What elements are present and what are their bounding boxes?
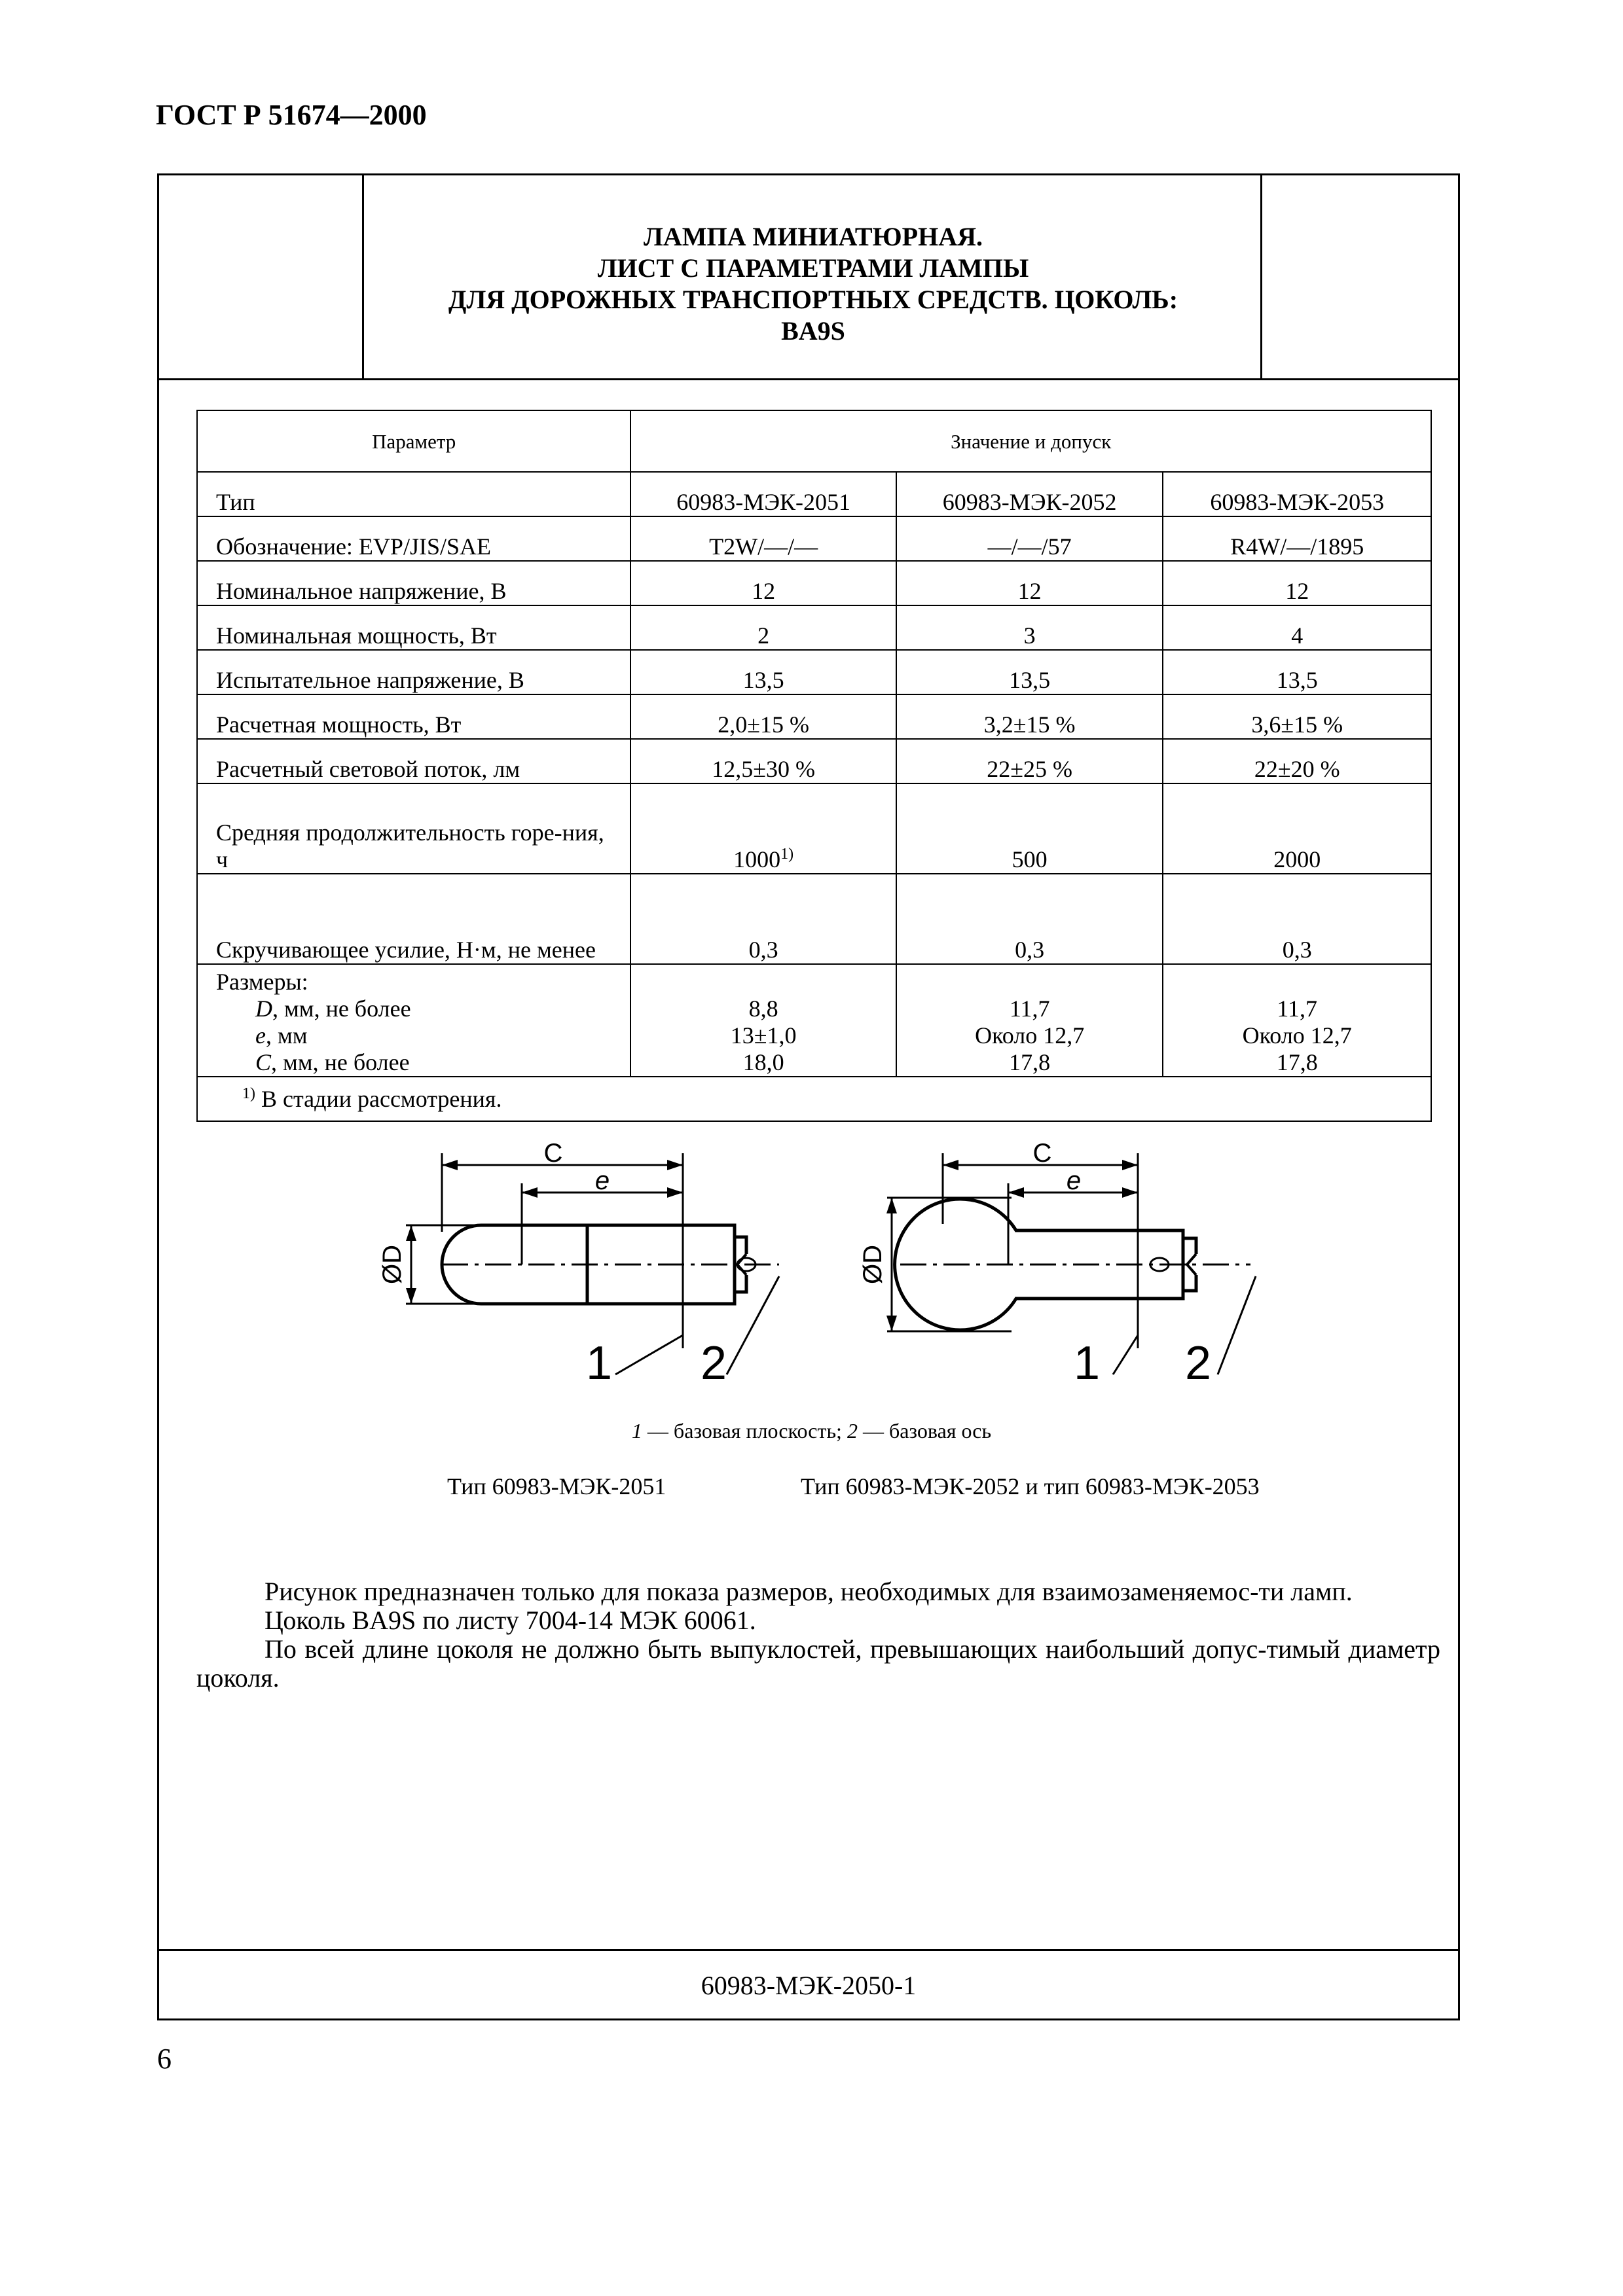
row-value: 60983-МЭК-2052: [896, 472, 1163, 516]
dim-d-label: ØD: [378, 1245, 407, 1284]
dim-e-label: e: [594, 1166, 610, 1195]
row-param: Расчетный световой поток, лм: [197, 739, 630, 783]
dim-d-symbol: D: [255, 996, 272, 1022]
dim-e-text: , мм: [265, 1022, 308, 1049]
row-value: 3,6±15 %: [1163, 694, 1431, 739]
standard-code: ГОСТ Р 51674—2000: [156, 99, 427, 131]
row-param: Расчетная мощность, Вт: [197, 694, 630, 739]
row-value: 2: [630, 605, 896, 650]
row-value: 2000: [1163, 783, 1431, 874]
dim-value: 17,8: [1276, 1049, 1318, 1075]
row-value: T2W/—/—: [630, 516, 896, 561]
figure-caption-left: Тип 60983-МЭК-2051: [447, 1473, 666, 1499]
dim-value: Около 12,7: [1242, 1022, 1352, 1049]
row-value: 12: [630, 561, 896, 605]
footnote-ref: 1): [780, 846, 794, 863]
note-paragraph: Рисунок предназначен только для показа размеров, необходимых для взаимозаменяемос-ти ламп.: [264, 1577, 1353, 1606]
row-value: 2,0±15 %: [630, 694, 896, 739]
row-param: Номинальная мощность, Вт: [197, 605, 630, 650]
legend-text: — базовая ось: [857, 1419, 992, 1443]
ref-label: 1: [585, 1337, 613, 1390]
sheet-title-line: BA9S: [781, 316, 845, 346]
ref-label: 1: [1073, 1337, 1101, 1390]
figure-caption-right: Тип 60983-МЭК-2052 и тип 60983-МЭК-2053: [801, 1473, 1260, 1499]
footnote-text: В стадии рассмотрения.: [261, 1085, 502, 1112]
footnote-mark: 1): [242, 1085, 255, 1102]
row-value: 3,2±15 %: [896, 694, 1163, 739]
row-value-text: 1000: [733, 846, 781, 872]
sheet-title-line: ЛАМПА МИНИАТЮРНАЯ.: [644, 222, 983, 251]
dimensions-label: Размеры:: [216, 969, 308, 995]
dim-value: Около 12,7: [975, 1022, 1085, 1049]
row-value: 22±20 %: [1163, 739, 1431, 783]
row-value: 12: [896, 561, 1163, 605]
dim-c-symbol: C: [255, 1049, 272, 1075]
row-value: 12: [1163, 561, 1431, 605]
dim-d-text: , мм, не более: [272, 996, 411, 1022]
dim-e-label: e: [1066, 1166, 1082, 1195]
row-param: Обозначение: EVP/JIS/SAE: [197, 516, 630, 561]
row-value: 60983-МЭК-2053: [1163, 472, 1431, 516]
row-value: R4W/—/1895: [1163, 516, 1431, 561]
ref-label: 2: [1184, 1337, 1212, 1390]
row-value: 0,3: [630, 874, 896, 964]
note-paragraph: Цоколь BA9S по листу 7004-14 МЭК 60061.: [264, 1605, 756, 1635]
ref-label: 2: [700, 1337, 727, 1390]
row-value: 0,3: [1163, 874, 1431, 964]
row-value: 500: [896, 783, 1163, 874]
dim-e-symbol: e: [255, 1022, 266, 1049]
row-param: Скручивающее усилие, Н·м, не менее: [197, 874, 630, 964]
row-value: —/—/57: [896, 516, 1163, 561]
row-value: 13,5: [1163, 650, 1431, 694]
sheet-code: 60983-МЭК-2050-1: [701, 1971, 917, 2000]
header-parameter: Параметр: [197, 410, 630, 472]
note-paragraph: По всей длине цоколя не должно быть выпуклостей, превышающих наибольший допус-тимый диаметр цоколя.: [196, 1634, 1440, 1693]
row-param: Средняя продолжительность горе-ния, ч: [197, 783, 630, 874]
header-value: Значение и допуск: [630, 410, 1431, 472]
row-value: 22±25 %: [896, 739, 1163, 783]
row-param: Тип: [197, 472, 630, 516]
sheet-title-line: ДЛЯ ДОРОЖНЫХ ТРАНСПОРТНЫХ СРЕДСТВ. ЦОКОЛЬ:: [448, 285, 1178, 314]
dim-c-label: C: [543, 1139, 563, 1168]
dim-value: 17,8: [1009, 1049, 1051, 1075]
dim-value: 13±1,0: [730, 1022, 797, 1049]
dim-value: 8,8: [748, 996, 778, 1022]
figure-legend: [0, 1419, 1623, 1443]
legend-num: 2: [847, 1419, 858, 1443]
row-value: 60983-МЭК-2051: [630, 472, 896, 516]
dim-c-label: C: [1032, 1139, 1052, 1168]
row-value: 3: [896, 605, 1163, 650]
row-param: Испытательное напряжение, В: [197, 650, 630, 694]
dim-d-label: ØD: [858, 1245, 887, 1284]
row-value: 0,3: [896, 874, 1163, 964]
dim-value: 11,7: [1009, 996, 1050, 1022]
row-value: 13,5: [896, 650, 1163, 694]
row-param: Номинальное напряжение, В: [197, 561, 630, 605]
sheet-title-line: ЛИСТ С ПАРАМЕТРАМИ ЛАМПЫ: [597, 253, 1029, 283]
legend-num: 1: [631, 1419, 642, 1443]
row-value: 13,5: [630, 650, 896, 694]
legend-text: — базовая плоскость;: [642, 1419, 847, 1443]
row-value: 12,5±30 %: [630, 739, 896, 783]
page-number: 6: [157, 2043, 172, 2075]
row-value: 4: [1163, 605, 1431, 650]
dim-value: 18,0: [742, 1049, 784, 1075]
dim-value: 11,7: [1277, 996, 1318, 1022]
dim-c-text: , мм, не более: [271, 1049, 410, 1075]
notes: [196, 1577, 1440, 1693]
